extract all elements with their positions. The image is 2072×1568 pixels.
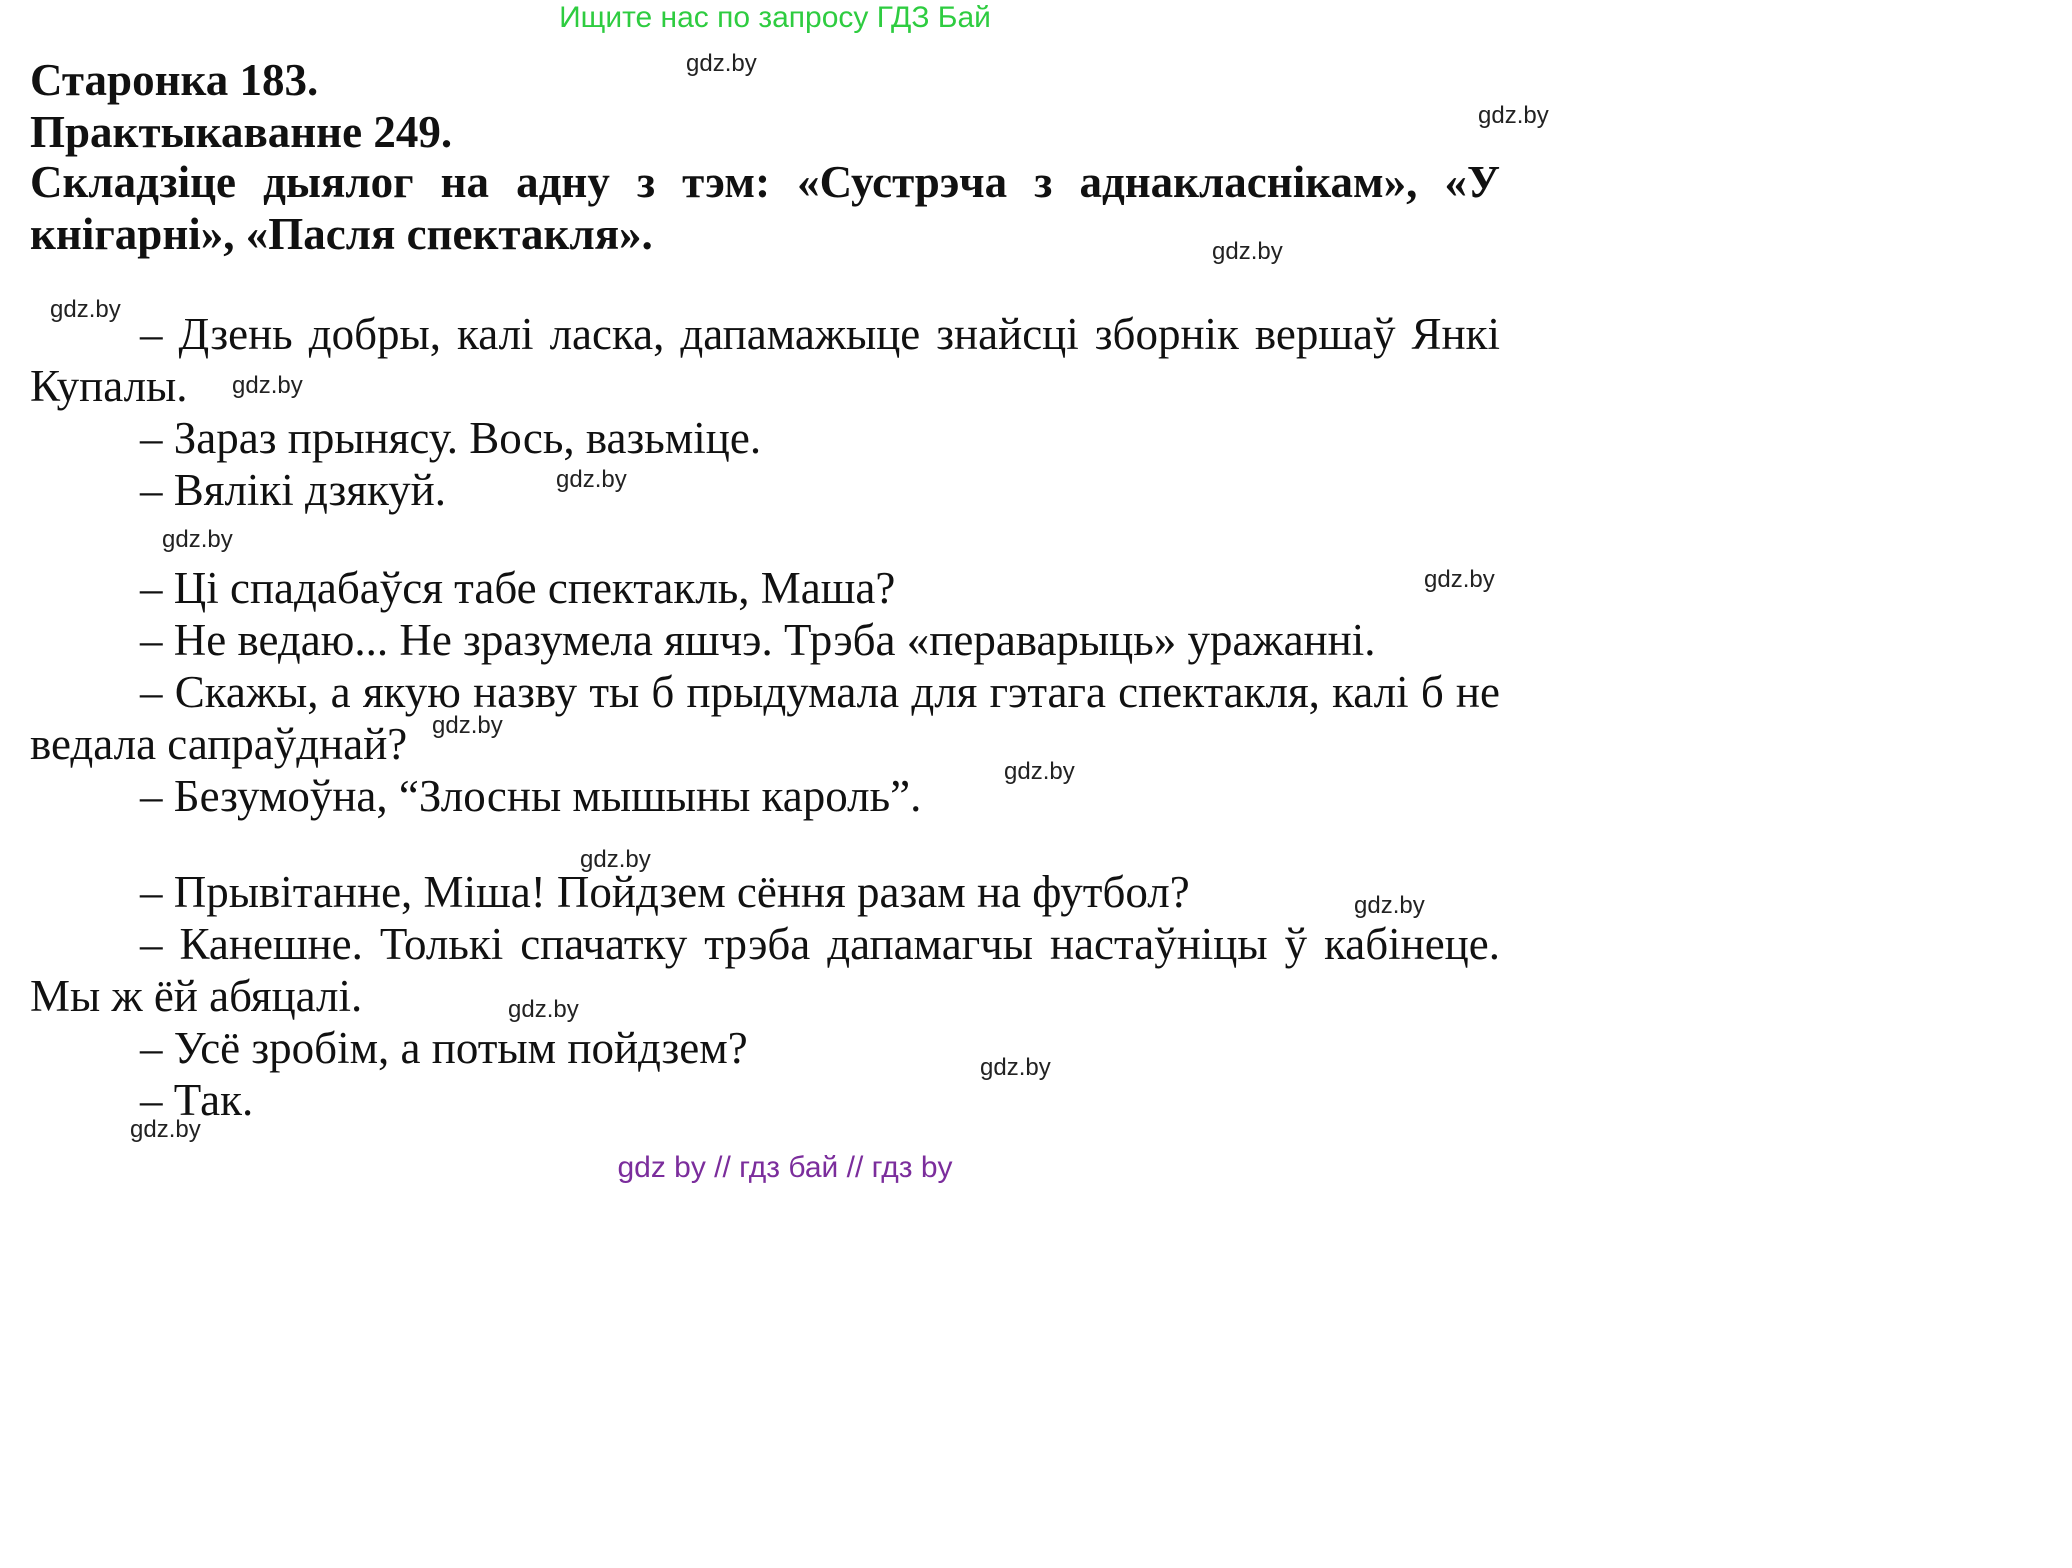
dialogue-line: – Так. [140, 1075, 254, 1125]
dialogue-line: – Ці спадабаўся табе спектакль, Маша? [140, 563, 896, 613]
dialogue-line: – Не ведаю... Не зразумела яшчэ. Трэба «пераварыць» уражанні. [140, 615, 1376, 665]
dialogue-line: – Дзень добры, калі ласка, дапамажыце знайсці зборнік вершаў Янкі Купалы. [30, 309, 1500, 411]
dialogue-line: – Прывітанне, Міша! Пойдзем сёння разам на футбол? [140, 867, 1190, 917]
dialogue-line: – Скажы, а якую назву ты б прыдумала для гэтага спектакля, калі б не ведала сапраўднай? [30, 667, 1500, 769]
watermark: gdz.by [556, 466, 627, 493]
watermark: gdz.by [432, 712, 503, 739]
watermark: gdz.by [232, 372, 303, 399]
watermark: gdz.by [50, 296, 121, 323]
watermark: gdz.by [686, 50, 757, 77]
watermark: gdz.by [1354, 892, 1425, 919]
task-text: Складзіце дыялог на адну з тэм: «Сустрэча з аднакласнікам», «У кнігарні», «Пасля спектакля». [30, 157, 1500, 259]
watermark: gdz.by [130, 1116, 201, 1143]
watermark: gdz.by [1424, 566, 1495, 593]
watermark: gdz.by [508, 996, 579, 1023]
dialogue-line: – Безумоўна, “Злосны мышыны кароль”. [140, 771, 922, 821]
footer-links[interactable]: gdz by // гдз бай // гдз by [617, 1151, 953, 1184]
watermark: gdz.by [980, 1054, 1051, 1081]
watermark: gdz.by [1478, 102, 1549, 129]
page-title: Старонка 183. [30, 55, 319, 105]
watermark: gdz.by [162, 526, 233, 553]
watermark: gdz.by [580, 846, 651, 873]
watermark: gdz.by [1004, 758, 1075, 785]
dialogue-line: – Вялікі дзякуй. [140, 465, 447, 515]
dialogue-line: – Канешне. Толькі спачатку трэба дапамагчы настаўніцы ў кабінеце. Мы ж ёй абяцалі. [30, 919, 1500, 1021]
dialogue-line: – Усё зробім, а потым пойдзем? [140, 1023, 748, 1073]
exercise-title: Практыкаванне 249. [30, 107, 453, 157]
watermark: gdz.by [1212, 238, 1283, 265]
top-banner[interactable]: Ищите нас по запросу ГДЗ Бай [559, 1, 991, 34]
dialogue-line: – Зараз прынясу. Вось, вазьміце. [140, 413, 762, 463]
